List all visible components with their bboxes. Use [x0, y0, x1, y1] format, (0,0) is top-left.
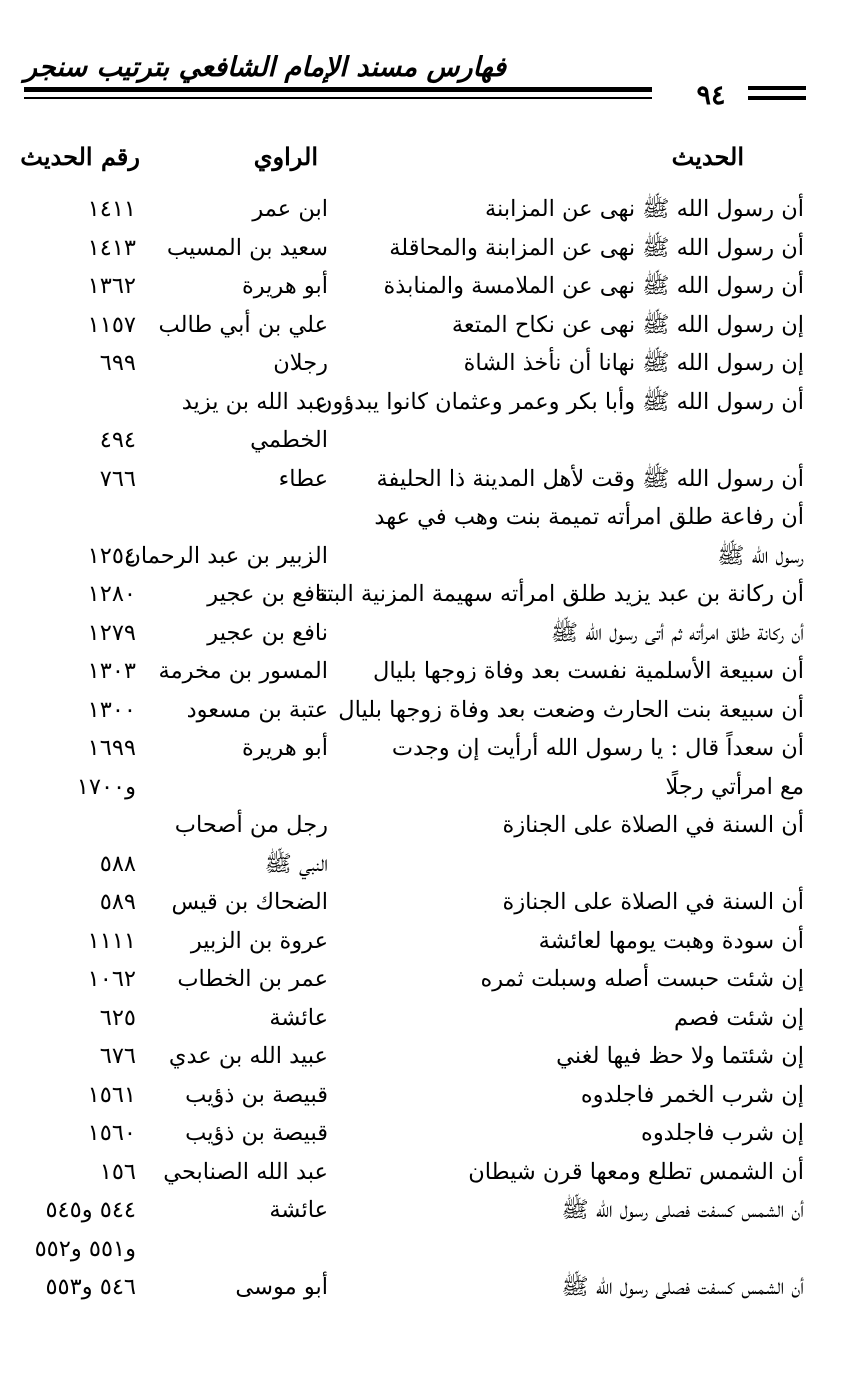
column-header-hadith: الحديث — [671, 142, 744, 171]
hadith-text: أن ركانة طلق امرأته ثم أتى رسول الله ﷺ — [550, 619, 804, 646]
narrator: المسور بن مخرمة — [158, 658, 328, 684]
hadith-text: أن رسول الله ﷺ وأبا بكر وعمر وعثمان كانوا يبدؤون — [316, 388, 804, 415]
hadith-text: أن سبيعة الأسلمية نفست بعد وفاة زوجها بليال — [372, 658, 804, 684]
narrator: علي بن أبي طالب — [158, 311, 328, 338]
table-row — [0, 768, 856, 807]
narrator: قبيصة بن ذؤيب — [185, 1120, 328, 1146]
hadith-text: إن شئت فصم — [673, 1004, 804, 1031]
hadith-text: أن ركانة بن عبد يزيد طلق امرأته سهيمة المزنية البتة — [315, 581, 804, 607]
hadith-number: ١٢٨٠ — [87, 581, 136, 607]
table-row — [0, 691, 856, 730]
table-row — [0, 845, 856, 884]
hadith-text: أن رسول الله ﷺ نهى عن الملامسة والمنابذة — [383, 273, 804, 299]
table-row — [0, 190, 856, 229]
hadith-text: أن رفاعة طلق امرأته تميمة بنت وهب في عهد — [374, 504, 804, 530]
table-row — [0, 229, 856, 268]
hadith-text: أن سعداً قال : يا رسول الله أرأيت إن وجدت — [391, 735, 804, 761]
hadith-text: أن رسول الله ﷺ وقت لأهل المدينة ذا الحليفة — [376, 465, 804, 492]
table-row — [0, 1153, 856, 1192]
hadith-number: ١٣٠٠ — [87, 696, 136, 723]
hadith-number: ١٦٩٩ — [87, 735, 136, 761]
table-row — [0, 883, 856, 922]
running-title: فهارس مسند الإمام الشافعي بترتيب سنجر — [24, 52, 507, 83]
table-row — [0, 421, 856, 460]
table-row — [0, 1268, 856, 1307]
hadith-text: إن شرب فاجلدوه — [641, 1120, 804, 1146]
table-row — [0, 460, 856, 499]
hadith-number: ١١١١ — [87, 927, 136, 954]
table-row — [0, 999, 856, 1038]
hadith-text: رسول الله ﷺ — [717, 542, 804, 569]
hadith-number: ٦٢٥ — [99, 1004, 136, 1031]
hadith-text: أن السنة في الصلاة على الجنازة — [502, 812, 804, 838]
narrator: عائشة — [269, 1004, 328, 1031]
narrator: قبيصة بن ذؤيب — [185, 1081, 328, 1108]
table-row — [0, 306, 856, 345]
header-rule-thin — [24, 97, 652, 99]
hadith-text: إن رسول الله ﷺ نهانا أن نأخذ الشاة — [463, 350, 804, 376]
hadith-number: ٧٦٦ — [99, 465, 136, 492]
narrator: نافع بن عجير — [207, 581, 328, 607]
hadith-number: ٥٤٤ و٥٤٥ — [45, 1197, 136, 1223]
table-row — [0, 652, 856, 691]
table-row — [0, 344, 856, 383]
hadith-number: ١٥٦٠ — [87, 1120, 136, 1146]
narrator: أبو هريرة — [241, 273, 328, 299]
narrator: أبو موسى — [235, 1274, 328, 1300]
narrator: عائشة — [269, 1197, 328, 1223]
table-row — [0, 383, 856, 422]
column-header-rawi: الراوي — [253, 142, 318, 171]
hadith-index-table — [0, 190, 856, 1307]
hadith-number: و١٧٠٠ — [76, 773, 136, 800]
table-row — [0, 1076, 856, 1115]
hadith-text: إن شرب الخمر فاجلدوه — [580, 1081, 804, 1108]
narrator: سعيد بن المسيب — [166, 234, 328, 261]
hadith-number: ١٢٧٩ — [87, 619, 136, 646]
table-row — [0, 537, 856, 576]
hadith-number: ١٣٦٢ — [87, 273, 136, 299]
hadith-number: ٥٨٨ — [99, 850, 136, 877]
narrator: الزبير بن عبد الرحمان — [124, 542, 328, 569]
hadith-text: أن سبيعة بنت الحارث وضعت بعد وفاة زوجها بليال — [338, 696, 804, 723]
hadith-number: ١٣٠٣ — [87, 658, 136, 684]
hadith-text: إن رسول الله ﷺ نهى عن نكاح المتعة — [451, 311, 804, 338]
hadith-number: ٤٩٤ — [99, 427, 136, 453]
narrator: عبيد الله بن عدي — [168, 1043, 328, 1069]
hadith-number: ١٠٦٢ — [87, 966, 136, 992]
narrator: أبو هريرة — [241, 735, 328, 761]
hadith-number: و٥٥١ و٥٥٢ — [34, 1235, 136, 1262]
table-row — [0, 1230, 856, 1269]
hadith-number: ١١٥٧ — [87, 311, 136, 338]
narrator: رجل من أصحاب — [174, 812, 328, 838]
narrator: عمر بن الخطاب — [177, 966, 328, 992]
hadith-number: ٥٤٦ و٥٥٣ — [45, 1274, 136, 1300]
narrator: رجلان — [273, 350, 328, 376]
table-row — [0, 960, 856, 999]
hadith-number: ١٥٦١ — [87, 1081, 136, 1108]
narrator: نافع بن عجير — [207, 619, 328, 646]
hadith-text: أن سودة وهبت يومها لعائشة — [538, 927, 804, 954]
page-number: ٩٤ — [696, 80, 726, 111]
hadith-number: ١٥٦ — [99, 1158, 136, 1185]
narrator: الضحاك بن قيس — [171, 889, 328, 915]
narrator: عبد الله الصنابحي — [163, 1158, 328, 1185]
table-row — [0, 575, 856, 614]
table-row — [0, 498, 856, 537]
narrator: عبد الله بن يزيد — [181, 388, 328, 415]
hadith-text: إن شئت حبست أصله وسبلت ثمره — [480, 966, 804, 992]
table-row — [0, 1191, 856, 1230]
table-row — [0, 614, 856, 653]
table-row — [0, 729, 856, 768]
header-rule-right-bottom — [748, 96, 806, 100]
hadith-text: أن الشمس كسفت فصلى رسول الله ﷺ — [561, 1197, 804, 1223]
hadith-text: أن الشمس تطلع ومعها قرن شيطان — [468, 1158, 804, 1185]
narrator: النبي ﷺ — [264, 850, 328, 877]
hadith-text: إن شئتما ولا حظ فيها لغني — [556, 1043, 804, 1069]
narrator: عتبة بن مسعود — [186, 696, 328, 723]
hadith-number: ١٤١٣ — [87, 234, 136, 261]
narrator: عروة بن الزبير — [190, 927, 328, 954]
hadith-number: ٦٩٩ — [99, 350, 136, 376]
hadith-number: ١٤١١ — [87, 196, 136, 222]
table-row — [0, 922, 856, 961]
hadith-text: أن رسول الله ﷺ نهى عن المزابنة — [484, 196, 804, 222]
table-row — [0, 1037, 856, 1076]
narrator: ابن عمر — [252, 196, 328, 222]
hadith-number: ٦٧٦ — [99, 1043, 136, 1069]
hadith-text: أن رسول الله ﷺ نهى عن المزابنة والمحاقلة — [389, 234, 804, 261]
header-rule-thick — [24, 87, 652, 92]
narrator: عطاء — [278, 465, 328, 492]
table-row — [0, 267, 856, 306]
hadith-text: مع امرأتي رجلًا — [665, 773, 804, 800]
table-row — [0, 1114, 856, 1153]
table-row — [0, 806, 856, 845]
hadith-text: أن السنة في الصلاة على الجنازة — [502, 889, 804, 915]
column-header-number: رقم الحديث — [20, 142, 140, 171]
hadith-number: ١٢٥٤ — [87, 542, 136, 569]
header-rule-right-top — [748, 86, 806, 90]
narrator: الخطمي — [250, 427, 328, 453]
hadith-text: أن الشمس كسفت فصلى رسول الله ﷺ — [561, 1274, 804, 1300]
hadith-number: ٥٨٩ — [99, 889, 136, 915]
